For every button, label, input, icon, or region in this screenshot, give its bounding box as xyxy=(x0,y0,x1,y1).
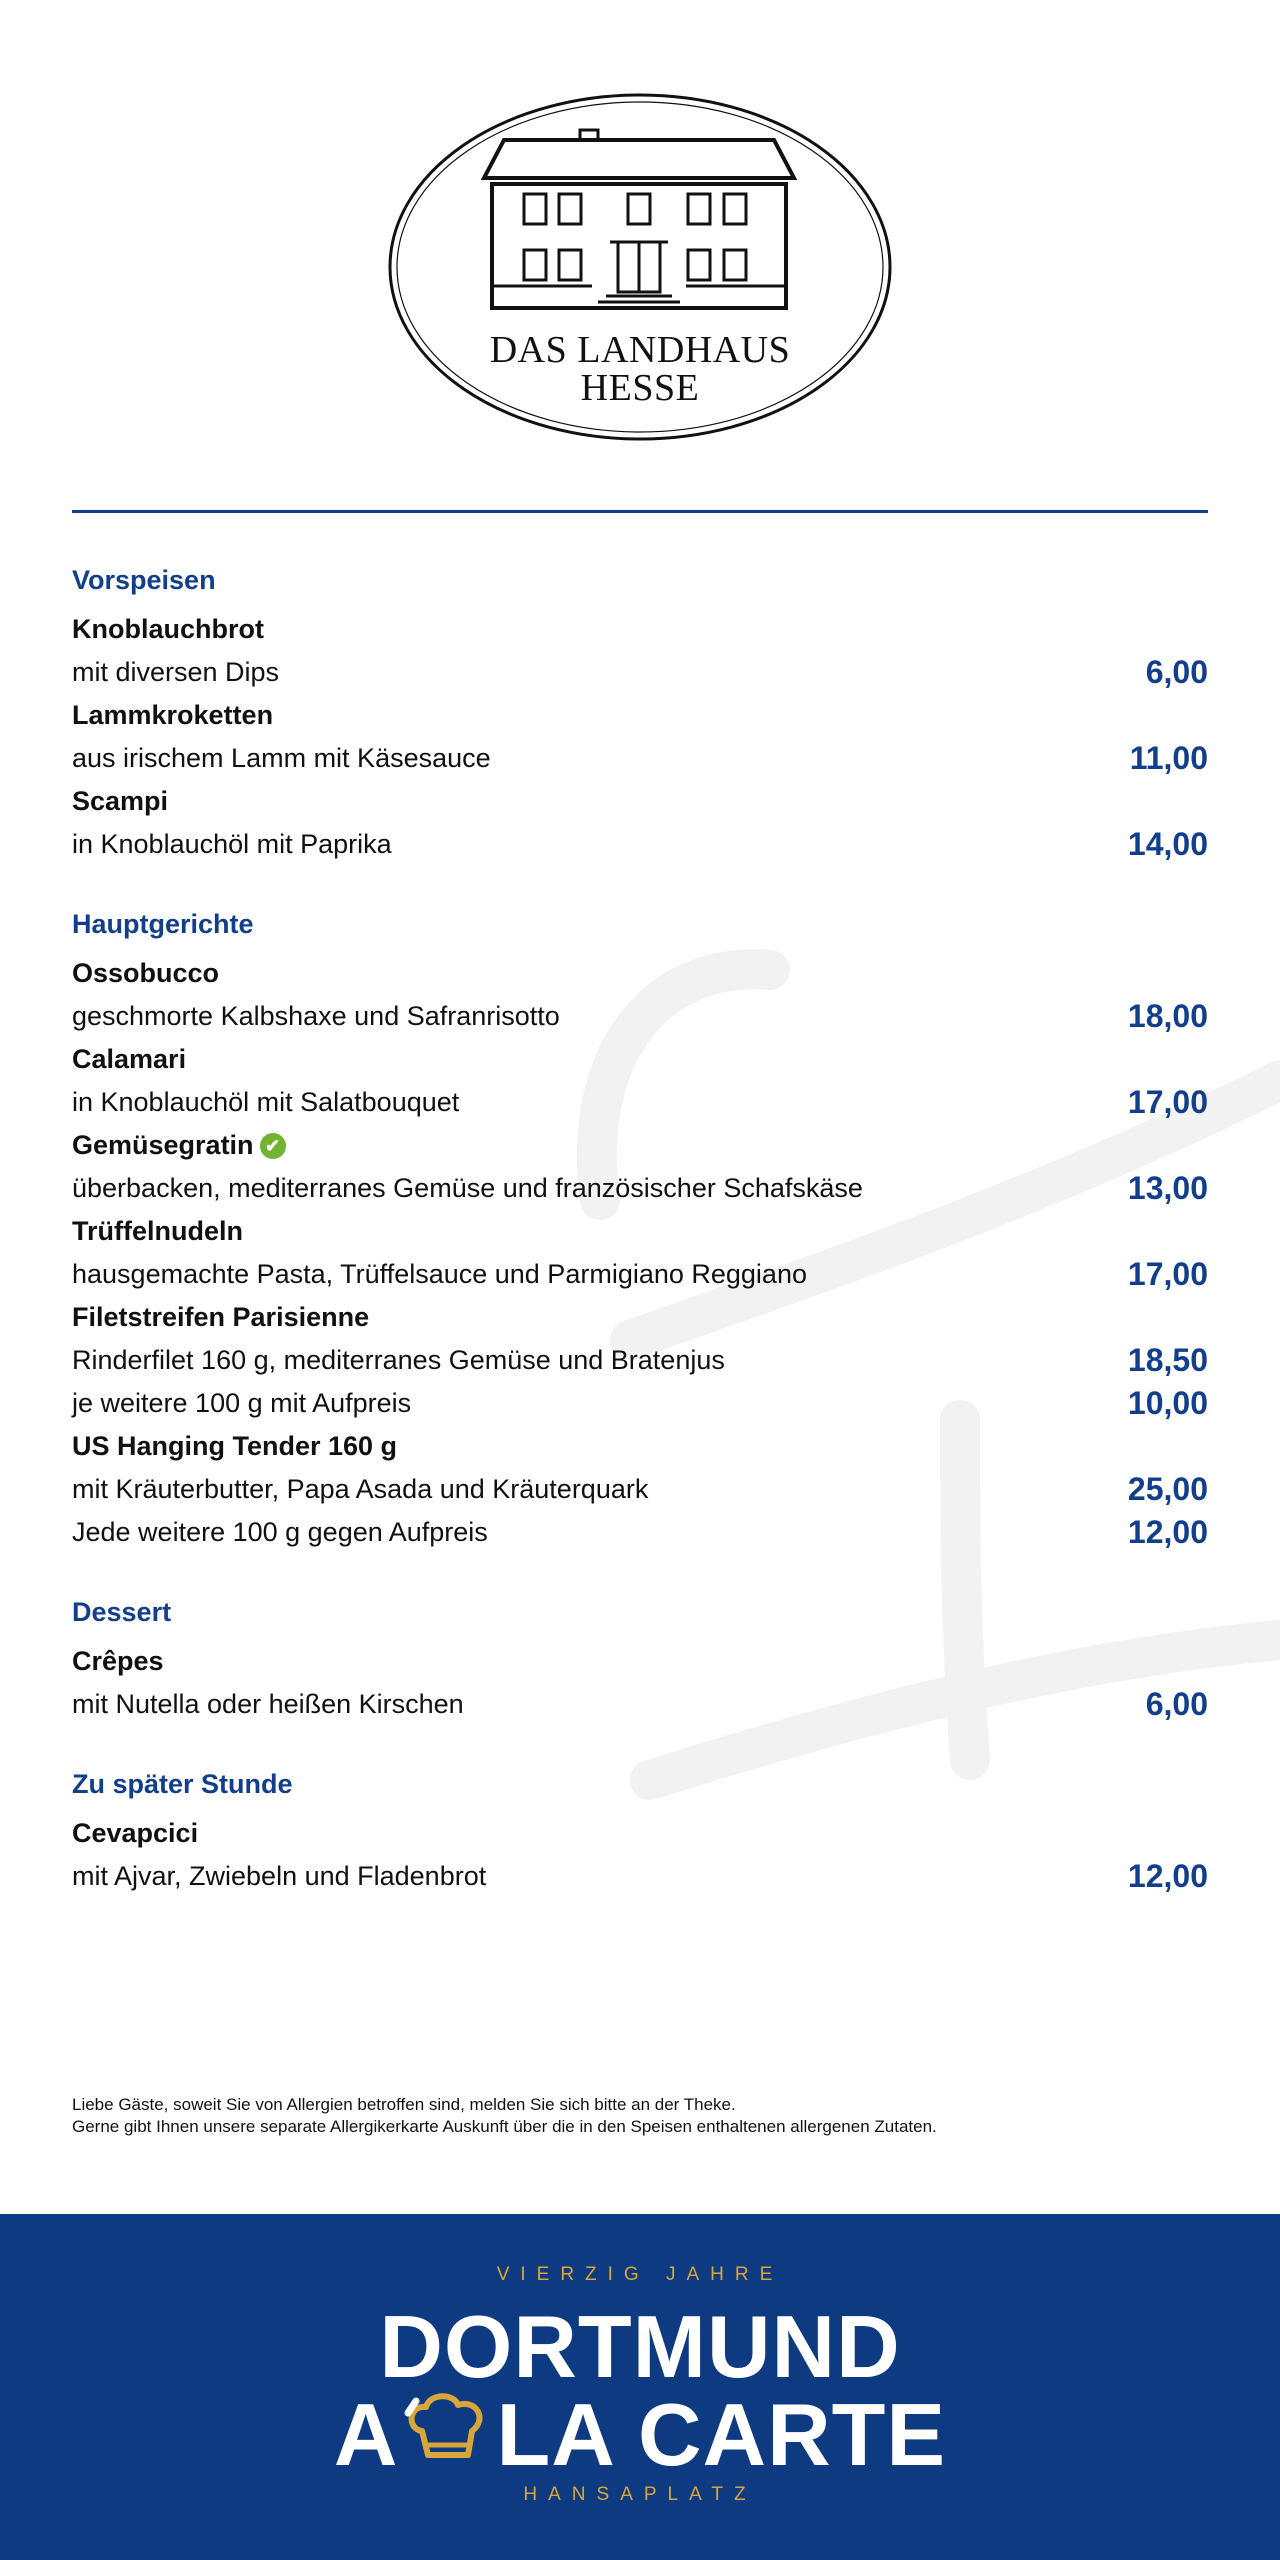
menu-section xyxy=(72,1764,1208,1898)
dish-row xyxy=(72,1683,1208,1726)
dish-description: in Knoblauchöl mit Paprika xyxy=(72,829,392,859)
allergy-note-line1: Liebe Gäste, soweit Sie von Allergien betroffen sind, melden Sie sich bitte an der Theke. xyxy=(72,2095,736,2114)
dish-price: 25,00 xyxy=(1127,1471,1208,1507)
dish-name xyxy=(72,780,1208,823)
dish-name xyxy=(72,1812,1208,1855)
dish-price: 13,00 xyxy=(1127,1170,1208,1206)
dish-description: aus irischem Lamm mit Käsesauce xyxy=(72,743,491,773)
dish-price: 12,00 xyxy=(1127,1514,1208,1550)
dish-name-text: Gemüsegratin xyxy=(72,1130,254,1160)
footer-kicker: VIERZIG JAHRE xyxy=(496,2264,784,2285)
dish-name xyxy=(72,1210,1208,1253)
footer-title-line1: DORTMUND xyxy=(379,2297,901,2396)
dish-row xyxy=(72,1511,1208,1554)
dish-description: Jede weitere 100 g gegen Aufpreis xyxy=(72,1517,488,1547)
dish-name-text: Filetstreifen Parisienne xyxy=(72,1302,370,1332)
dish-description: geschmorte Kalbshaxe und Safranrisotto xyxy=(72,1001,560,1031)
dish-row xyxy=(72,1253,1208,1296)
dish-description: mit Ajvar, Zwiebeln und Fladenbrot xyxy=(72,1861,487,1891)
dish-row xyxy=(72,737,1208,780)
dish-price: 17,00 xyxy=(1127,1084,1208,1120)
dish-row xyxy=(72,1468,1208,1511)
dish-description: mit diversen Dips xyxy=(72,657,280,687)
dish-price: 17,00 xyxy=(1127,1256,1208,1292)
dish-price: 10,00 xyxy=(1127,1385,1208,1421)
dish-name xyxy=(72,1038,1208,1081)
dish-row xyxy=(72,823,1208,866)
dish-price: 6,00 xyxy=(1145,654,1208,690)
restaurant-logo xyxy=(384,90,896,445)
section-title: Vorspeisen xyxy=(72,565,216,595)
dish-name xyxy=(72,1124,1208,1167)
dish-name xyxy=(72,952,1208,995)
dish-price: 18,50 xyxy=(1127,1342,1208,1378)
dish-description: überbacken, mediterranes Gemüse und französischer Schafskäse xyxy=(72,1173,863,1203)
dish-name xyxy=(72,608,1208,651)
dish-description: Rinderfilet 160 g, mediterranes Gemüse und Bratenjus xyxy=(72,1345,725,1375)
dish-name-text: US Hanging Tender 160 g xyxy=(72,1431,398,1461)
dish-name-text: Scampi xyxy=(72,786,169,816)
dish-name xyxy=(72,1296,1208,1339)
menu-list xyxy=(72,560,1208,1936)
dish-price: 18,00 xyxy=(1127,998,1208,1034)
dish-row xyxy=(72,995,1208,1038)
allergy-note xyxy=(72,2094,937,2138)
dish-name-text: Knoblauchbrot xyxy=(72,614,264,644)
menu-section xyxy=(72,1592,1208,1726)
allergy-note-line2: Gerne gibt Ihnen unsere separate Allergikerkarte Auskunft über die in den Speisen enthaltenen allergenen Zutaten. xyxy=(72,2117,937,2136)
dish-row xyxy=(72,1382,1208,1425)
dish-description: mit Kräuterbutter, Papa Asada und Kräuterquark xyxy=(72,1474,649,1504)
footer-title-line2 xyxy=(0,2385,1280,2484)
dish-price: 6,00 xyxy=(1145,1686,1208,1722)
footer-banner xyxy=(0,2214,1280,2560)
dish-description: mit Nutella oder heißen Kirschen xyxy=(72,1689,464,1719)
dish-name xyxy=(72,1640,1208,1683)
dish-row xyxy=(72,651,1208,694)
dish-name-text: Lammkroketten xyxy=(72,700,274,730)
footer-sub: HANSAPLATZ xyxy=(523,2484,757,2505)
dish-row xyxy=(72,1855,1208,1898)
chef-hat-icon xyxy=(402,2391,492,2471)
dish-price: 12,00 xyxy=(1127,1858,1208,1894)
dish-name-text: Cevapcici xyxy=(72,1818,199,1848)
section-title: Zu später Stunde xyxy=(72,1769,293,1799)
menu-section xyxy=(72,904,1208,1554)
dish-price: 11,00 xyxy=(1129,740,1208,776)
dish-name xyxy=(72,1425,1208,1468)
section-title: Hauptgerichte xyxy=(72,909,254,939)
dish-description: in Knoblauchöl mit Salatbouquet xyxy=(72,1087,460,1117)
dish-name-text: Ossobucco xyxy=(72,958,220,988)
footer-title-la-carte: LA CARTE xyxy=(496,2385,947,2484)
dish-description: je weitere 100 g mit Aufpreis xyxy=(72,1388,412,1418)
footer-title-a: A xyxy=(333,2385,399,2484)
dish-name-text: Calamari xyxy=(72,1044,187,1074)
menu-section xyxy=(72,560,1208,866)
logo-line1: DAS LANDHAUS xyxy=(489,329,791,371)
section-title: Dessert xyxy=(72,1597,172,1627)
dish-row xyxy=(72,1167,1208,1210)
dish-row xyxy=(72,1339,1208,1382)
dish-row xyxy=(72,1081,1208,1124)
dish-name xyxy=(72,694,1208,737)
dish-name-text: Crêpes xyxy=(72,1646,164,1676)
check-circle-icon: ✔ xyxy=(260,1133,286,1159)
dish-price: 14,00 xyxy=(1127,826,1208,862)
logo-line2: HESSE xyxy=(580,367,700,409)
house-icon xyxy=(384,90,896,445)
header-divider xyxy=(72,510,1208,513)
dish-description: hausgemachte Pasta, Trüffelsauce und Parmigiano Reggiano xyxy=(72,1259,807,1289)
dish-name-text: Trüffelnudeln xyxy=(72,1216,243,1246)
